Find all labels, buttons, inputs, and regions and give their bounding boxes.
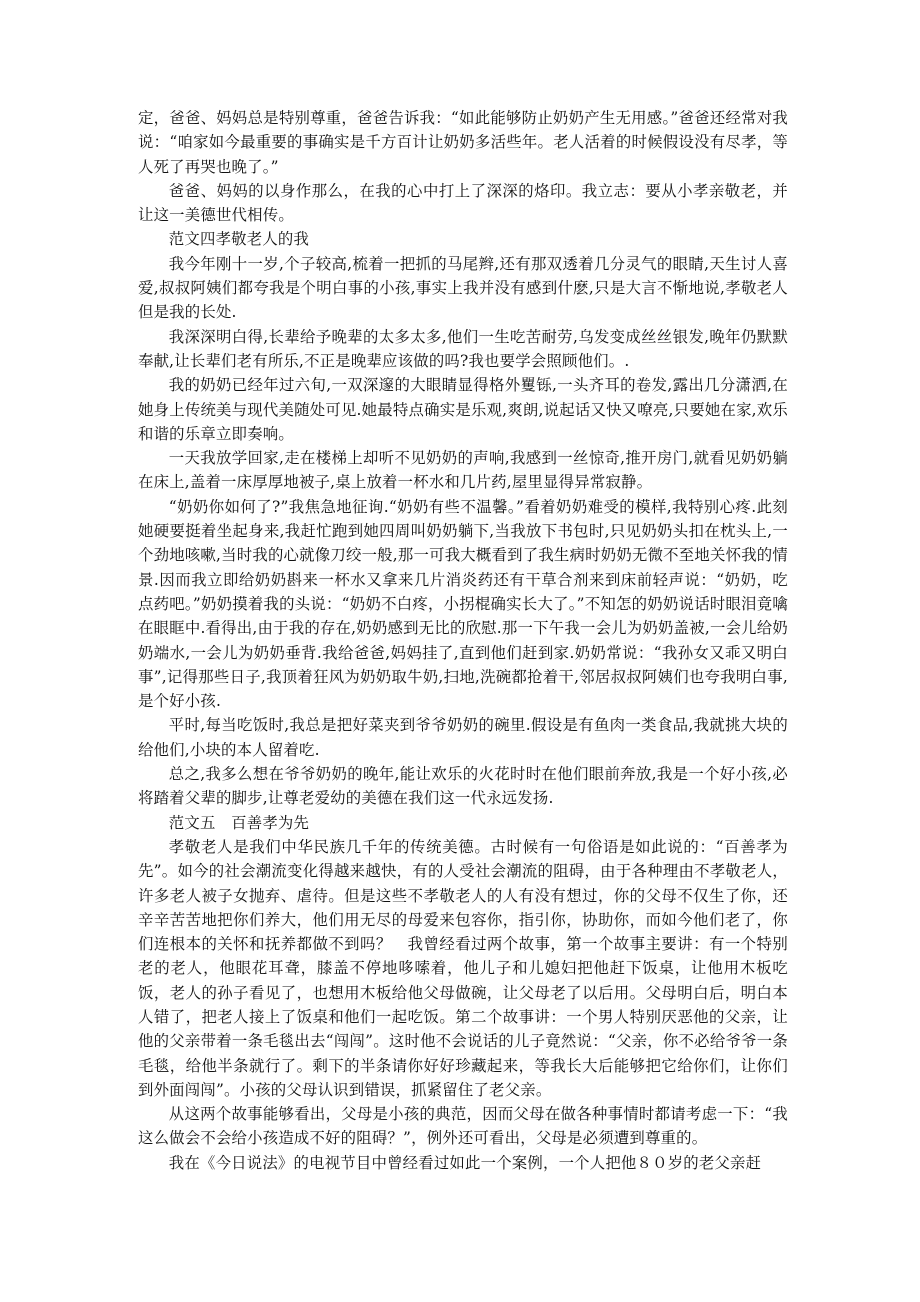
paragraph: 我今年刚十一岁,个子较高,梳着一把抓的马尾辫,还有那双透着几分灵气的眼睛,天生讨人喜爱,叔叔阿姨们都夸我是个明白事的小孩,事实上我并没有感到什麽,只是大言不惭地说,孝敬老人但是我的长处. xyxy=(138,254,788,322)
paragraph: 我在《今日说法》的电视节目中曾经看过如此一个案例，一个人把他８０岁的老父亲赶 xyxy=(168,1153,762,1172)
paragraph: 我深深明白得,长辈给予晚辈的太多太多,他们一生吃苦耐劳,乌发变成丝丝银发,晚年仍默默奉献,让长辈们老有所乐,不正是晚辈应该做的吗?我也要学会照顾他们。. xyxy=(138,327,788,370)
paragraph: 孝敬老人是我们中华民族几千年的传统美德。古时候有一句俗语是如此说的：“百善孝为先”。如今的社会潮流变化得越来越快，有的人受社会潮流的阻碍，由于各种理由不孝敬老人，许多老人被子女抛弃、虐待。但是这些不孝敬老人的人有没有想过，你的父母不仅生了你，还辛辛苦苦地把你们养大，他们用无尽的母爱来包容你，指引你，协助你，而如今他们老了，你们连根本的关怀和抚养都做不到吗？ 我曾经看过两个故事，第一个故事主要讲：有一个特别老的老人，他眼花耳聋，膝盖不停地哆嗦着，他儿子和儿媳妇把他赶下饭桌，让他用木板吃饭，老人的孙子看见了，也想用木板给他父母做碗，让父母老了以后用。父母明白后，明白本人错了，把老人接上了饭桌和他们一起吃饭。第二个故事讲：一个男人特别厌恶他的父亲，让他的父亲带着一条毛毯出去“闯闯”。这时他不会说话的儿子竟然说：“父亲，你不必给爷爷一条毛毯，给他半条就行了。剩下的半条请你好好珍藏起来，等我长大后能够把它给你们，让你们到外面闯闯”。小孩的父母认识到错误，抓紧留住了老父亲。 xyxy=(138,837,788,1099)
paragraph: 平时,每当吃饭时,我总是把好菜夹到爷爷奶奶的碗里.假设是有鱼肉一类食品,我就挑大块的给他们,小块的本人留着吃. xyxy=(138,716,788,759)
paragraph: 从这两个故事能够看出，父母是小孩的典范，因而父母在做各种事情时都请考虑一下：“我这么做会不会给小孩造成不好的阻碍？”，例外还可看出，父母是必须遭到尊重的。 xyxy=(138,1105,788,1148)
paragraph: 一天我放学回家,走在楼梯上却听不见奶奶的声响,我感到一丝惊奇,推开房门,就看见奶奶躺在床上,盖着一床厚厚地被子,桌上放着一杯水和几片药,屋里显得异常寂静。 xyxy=(138,449,788,492)
document-body xyxy=(138,106,788,1175)
paragraph: “奶奶你如何了?”我焦急地征询.“奶奶有些不温馨。”看着奶奶难受的模样,我特别心疼.此刻她硬要挺着坐起身来,我赶忙跑到她四周叫奶奶躺下,当我放下书包时,只见奶奶头扣在枕头上,一个劲地咳嗽,当时我的心就像刀绞一般,那一可我大概看到了我生病时奶奶无微不至地关怀我的情景.因而我立即给奶奶斟来一杯水又拿来几片消炎药还有干草合剂来到床前轻声说：“奶奶，吃点药吧。”奶奶摸着我的头说：“奶奶不白疼，小拐棍确实长大了。”不知怎的奶奶说话时眼泪竟噙在眼眶中.看得出,由于我的存在,奶奶感到无比的欣慰.那一下午我一会儿为奶奶盖被,一会儿给奶奶端水,一会儿为奶奶垂背.我给爸爸,妈妈挂了,直到他们赶到家.奶奶常说：“我孙女又乖又明白事”,记得那些日子,我顶着狂风为奶奶取牛奶,扫地,洗碗都抢着干,邻居叔叔阿姨们也夸我明白事,是个好小孩. xyxy=(138,497,788,711)
paragraph: 范文四孝敬老人的我 xyxy=(168,230,310,249)
paragraph: 范文五 百善孝为先 xyxy=(168,813,310,832)
paragraph: 定，爸爸、妈妈总是特别尊重，爸爸告诉我：“如此能够防止奶奶产生无用感。”爸爸还经常对我说：“咱家如今最重要的事确实是千方百计让奶奶多活些年。老人活着的时候假设没有尽孝，等人死了再哭也晚了。” xyxy=(138,109,788,176)
paragraph: 我的奶奶已经年过六旬,一双深邃的大眼睛显得格外矍铄,一头齐耳的卷发,露出几分潇洒,在她身上传统美与现代美随处可见.她最特点确实是乐观,爽朗,说起话又快又嘹亮,只要她在家,欢乐和谐的乐章立即奏响。 xyxy=(138,376,788,443)
paragraph: 总之,我多么想在爷爷奶奶的晚年,能让欢乐的火花时时在他们眼前奔放,我是一个好小孩,必将踏着父辈的脚步,让尊老爱幼的美德在我们这一代永远发扬. xyxy=(138,765,788,808)
paragraph: 爸爸、妈妈的以身作那么，在我的心中打上了深深的烙印。我立志：要从小孝亲敬老，并让这一美德世代相传。 xyxy=(138,181,788,225)
